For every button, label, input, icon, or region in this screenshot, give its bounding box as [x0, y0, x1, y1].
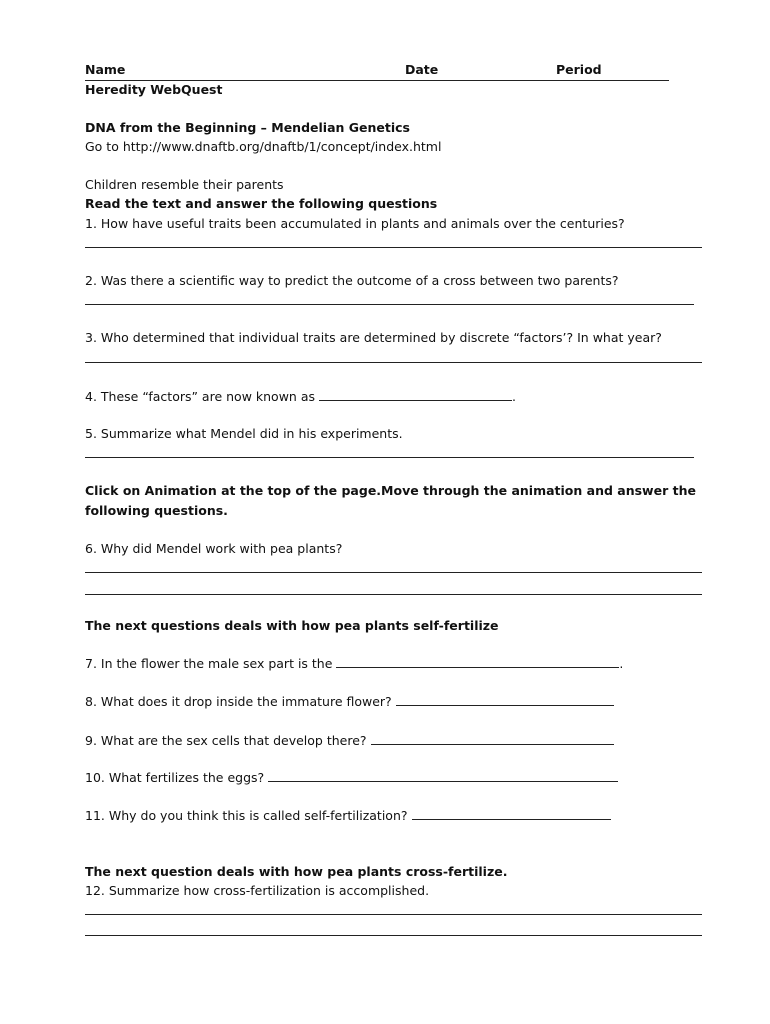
answer-blank-11[interactable] — [412, 807, 611, 820]
question-7-period: . — [619, 656, 624, 671]
answer-blank-10[interactable] — [268, 769, 618, 782]
answer-line-6b[interactable] — [85, 594, 702, 595]
answer-line-12a[interactable] — [85, 914, 702, 915]
question-7-text: 7. In the flower the male sex part is the — [85, 656, 333, 671]
header-rule — [85, 80, 669, 81]
answer-blank-9[interactable] — [371, 732, 614, 745]
answer-blank-8[interactable] — [396, 693, 614, 706]
instruction: Read the text and answer the following questions — [85, 196, 438, 211]
answer-line-5[interactable] — [85, 457, 694, 458]
question-8 — [85, 693, 614, 710]
animation-instruction-line-2: following questions. — [85, 503, 228, 518]
question-7 — [85, 655, 623, 672]
question-12: 12. Summarize how cross-fertilization is accomplished. — [85, 883, 430, 898]
period-label: Period — [556, 62, 602, 77]
question-10-text: 10. What fertilizes the eggs? — [85, 770, 265, 785]
question-8-text: 8. What does it drop inside the immature flower? — [85, 694, 392, 709]
answer-blank-7[interactable] — [336, 655, 619, 668]
answer-line-2[interactable] — [85, 304, 694, 305]
question-4-period: . — [511, 389, 516, 404]
name-label: Name — [85, 62, 126, 77]
question-4 — [85, 388, 516, 405]
section-heading: DNA from the Beginning – Mendelian Genetics — [85, 120, 410, 135]
question-9-text: 9. What are the sex cells that develop there? — [85, 733, 367, 748]
question-11 — [85, 807, 611, 824]
answer-line-12b[interactable] — [85, 935, 702, 936]
goto-link-text: Go to http://www.dnaftb.org/dnaftb/1/concept/index.html — [85, 139, 442, 154]
answer-blank-4[interactable] — [319, 388, 512, 401]
question-5: 5. Summarize what Mendel did in his experiments. — [85, 426, 403, 441]
question-9 — [85, 732, 614, 749]
cross-fertilize-heading: The next question deals with how pea plants cross-fertilize. — [85, 864, 508, 879]
animation-instruction-line-1: Click on Animation at the top of the page.Move through the animation and answer the — [85, 483, 696, 498]
self-fertilize-heading: The next questions deals with how pea plants self-fertilize — [85, 618, 499, 633]
question-2: 2. Was there a scientific way to predict the outcome of a cross between two parents? — [85, 273, 619, 288]
question-11-text: 11. Why do you think this is called self-fertilization? — [85, 808, 408, 823]
subheading: Children resemble their parents — [85, 177, 284, 192]
question-4-text: 4. These “factors” are now known as — [85, 389, 315, 404]
answer-line-3[interactable] — [85, 362, 702, 363]
page-title: Heredity WebQuest — [85, 82, 223, 97]
question-1: 1. How have useful traits been accumulated in plants and animals over the centuries? — [85, 216, 625, 231]
question-3: 3. Who determined that individual traits are determined by discrete “factors’? In what year? — [85, 330, 662, 345]
answer-line-1[interactable] — [85, 247, 702, 248]
question-6: 6. Why did Mendel work with pea plants? — [85, 541, 343, 556]
answer-line-6a[interactable] — [85, 572, 702, 573]
date-label: Date — [405, 62, 439, 77]
question-10 — [85, 769, 618, 786]
